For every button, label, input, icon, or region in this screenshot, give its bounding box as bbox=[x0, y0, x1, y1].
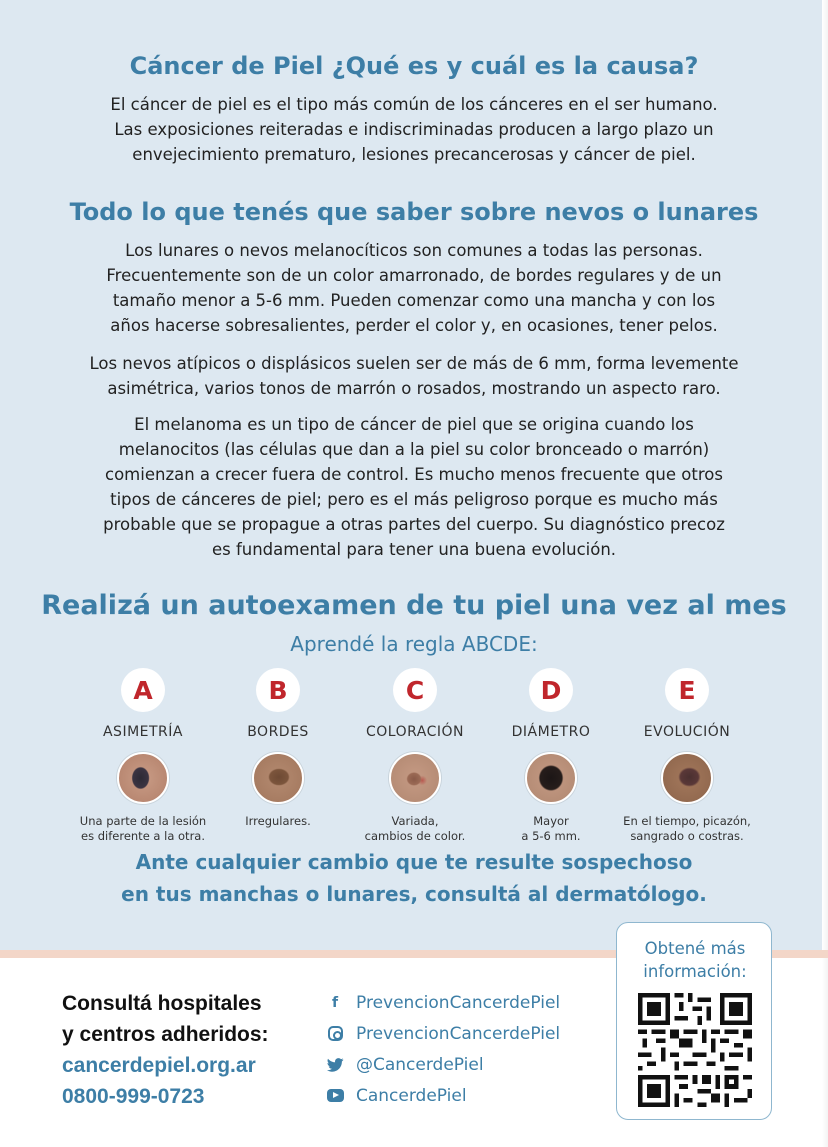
melanoma-paragraph bbox=[40, 412, 788, 562]
message-line: Ante cualquier cambio que te resulte sospechoso bbox=[135, 850, 693, 874]
rule-name: ASIMETRÍA bbox=[102, 724, 183, 740]
section-title-nevos: Todo lo que tenés que saber sobre nevos o lunares bbox=[69, 198, 759, 226]
social-handle: CancerdePiel bbox=[356, 1085, 467, 1106]
twitter-link[interactable] bbox=[326, 1049, 606, 1080]
paragraph-line: El melanoma es un tipo de cáncer de piel que se origina cuando los bbox=[134, 415, 694, 434]
social-handle: PrevencionCancerdePiel bbox=[356, 1023, 561, 1044]
mole-diameter-image bbox=[525, 752, 577, 804]
rule-evolution bbox=[612, 668, 762, 844]
intro-line: Las exposiciones reiteradas e indiscriminadas producen a largo plazo un bbox=[114, 120, 714, 139]
consult-dermatologist-message bbox=[0, 846, 828, 910]
qr-code-image[interactable] bbox=[638, 993, 752, 1107]
website-link[interactable]: cancerdepiel.org.ar bbox=[62, 1054, 256, 1077]
phone-number[interactable]: 0800-999-0723 bbox=[62, 1085, 205, 1108]
letter-b-badge: B bbox=[256, 668, 300, 712]
mole-evolution-image bbox=[661, 752, 713, 804]
youtube-link[interactable] bbox=[326, 1080, 606, 1111]
twitter-icon bbox=[326, 1056, 344, 1074]
description-line: a 5-6 mm. bbox=[521, 829, 581, 843]
description-line: cambios de color. bbox=[364, 829, 466, 843]
consult-hospitals-label: Consultá hospitales bbox=[62, 992, 262, 1015]
paragraph-line: años hacerse sobresalientes, perder el color y, en ocasiones, tener pelos. bbox=[110, 316, 718, 335]
contact-block bbox=[62, 988, 322, 1112]
letter-c-badge: C bbox=[393, 668, 437, 712]
nevos-paragraph-2 bbox=[40, 351, 788, 401]
youtube-icon bbox=[327, 1089, 344, 1102]
section-title-autoexamen: Realizá un autoexamen de tu piel una vez al mes bbox=[41, 590, 787, 621]
youtube-icon-wrap bbox=[326, 1087, 344, 1105]
description-line: En el tiempo, picazón, bbox=[623, 814, 751, 828]
paragraph-line: asimétrica, varios tonos de marrón o rosados, mostrando un aspecto raro. bbox=[107, 379, 721, 398]
rule-diameter bbox=[476, 668, 626, 844]
abcde-subtitle: Aprendé la regla ABCDE: bbox=[290, 632, 538, 656]
social-links bbox=[326, 987, 606, 1111]
message-line: en tus manchas o lunares, consultá al dermatólogo. bbox=[121, 882, 707, 906]
paragraph-line: tamaño menor a 5-6 mm. Pueden comenzar como una mancha y con los bbox=[112, 291, 716, 310]
letter-a-badge: A bbox=[121, 668, 165, 712]
social-handle: PrevencionCancerdePiel bbox=[356, 992, 561, 1013]
rule-coloration bbox=[340, 668, 490, 844]
mole-color-image bbox=[389, 752, 441, 804]
rule-name: EVOLUCIÓN bbox=[643, 724, 731, 740]
qr-info-box bbox=[616, 922, 772, 1120]
facebook-link[interactable] bbox=[326, 987, 606, 1018]
intro-line: envejecimiento prematuro, lesiones precancerosas y cáncer de piel. bbox=[132, 145, 696, 164]
description-line: es diferente a la otra. bbox=[81, 829, 205, 843]
paragraph-line: Frecuentemente son de un color amarronado, de bordes regulares y de un bbox=[106, 266, 722, 285]
instagram-icon bbox=[328, 1026, 343, 1041]
facebook-icon: f bbox=[331, 994, 339, 1011]
description-line: Una parte de la lesión bbox=[79, 814, 207, 828]
description-line: Variada, bbox=[391, 814, 439, 828]
paragraph-line: Los lunares o nevos melanocíticos son comunes a todas las personas. bbox=[125, 241, 703, 260]
caption-line: Obtené más bbox=[644, 939, 746, 958]
nevos-paragraph-1 bbox=[40, 238, 788, 338]
letter-d-badge: D bbox=[529, 668, 573, 712]
caption-line: información: bbox=[643, 962, 747, 981]
description-line: Mayor bbox=[533, 814, 569, 828]
description-line: Irregulares. bbox=[245, 814, 311, 828]
rule-description bbox=[68, 814, 218, 844]
page-edge bbox=[822, 0, 828, 1147]
instagram-link[interactable] bbox=[326, 1018, 606, 1049]
intro-paragraph bbox=[40, 92, 788, 167]
mole-borders-image bbox=[252, 752, 304, 804]
rule-description bbox=[340, 814, 490, 844]
letter-e-badge: E bbox=[665, 668, 709, 712]
consult-centers-label: y centros adheridos: bbox=[62, 1023, 269, 1046]
paragraph-line: Los nevos atípicos o displásicos suelen ser de más de 6 mm, forma levemente bbox=[89, 354, 739, 373]
social-handle: @CancerdePiel bbox=[356, 1054, 484, 1075]
rule-name: DIÁMETRO bbox=[511, 724, 591, 740]
paragraph-line: es fundamental para tener una buena evolución. bbox=[211, 540, 617, 559]
paragraph-line: comienzan a crecer fuera de control. Es mucho menos frecuente que otros bbox=[105, 465, 723, 484]
intro-line: El cáncer de piel es el tipo más común de los cánceres en el ser humano. bbox=[110, 95, 718, 114]
rule-name: BORDES bbox=[247, 724, 309, 740]
rule-description bbox=[203, 814, 353, 829]
rule-description bbox=[476, 814, 626, 844]
rule-asymmetry bbox=[68, 668, 218, 844]
paragraph-line: melanocitos (las células que dan a la piel su color bronceado o marrón) bbox=[118, 440, 710, 459]
qr-caption bbox=[617, 937, 773, 983]
rule-name: COLORACIÓN bbox=[365, 724, 464, 740]
section-title-cancer: Cáncer de Piel ¿Qué es y cuál es la causa? bbox=[129, 52, 699, 80]
mole-asymmetry-image bbox=[117, 752, 169, 804]
instagram-icon-wrap bbox=[326, 1025, 344, 1043]
rule-borders bbox=[203, 668, 353, 829]
paragraph-line: probable que se propague a otras partes del cuerpo. Su diagnóstico precoz bbox=[103, 515, 725, 534]
rule-description bbox=[612, 814, 762, 844]
description-line: sangrado o costras. bbox=[630, 829, 744, 843]
paragraph-line: tipos de cánceres de piel; pero es el más peligroso porque es mucho más bbox=[110, 490, 718, 509]
